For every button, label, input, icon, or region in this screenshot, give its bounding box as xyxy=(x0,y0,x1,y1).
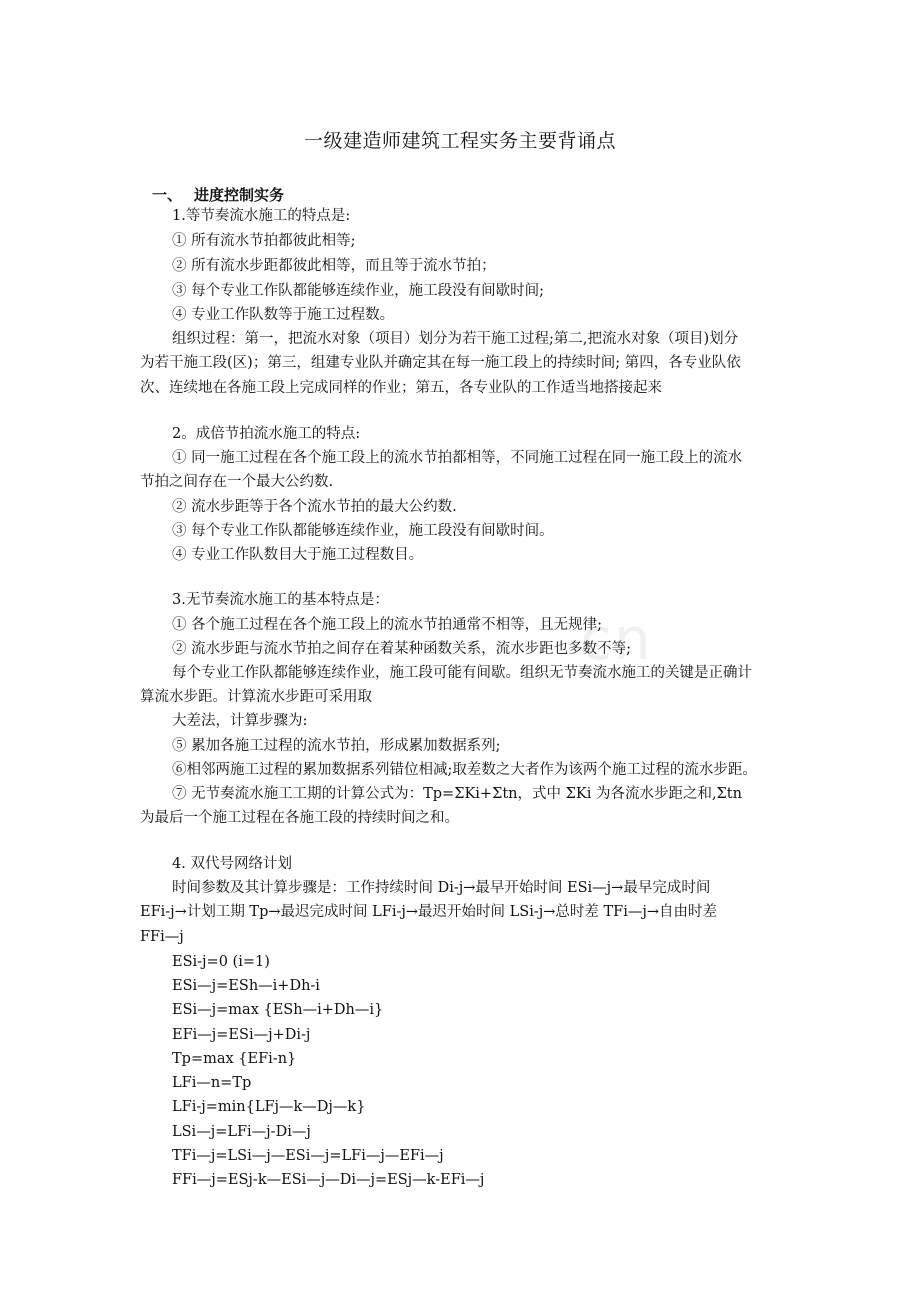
text-line: EFi-j→计划工期 Tp→最迟完成时间 LFi-j→最迟开始时间 LSi-j→总时差 TFi—j→自由时差 xyxy=(140,904,717,920)
text-line: ① 同一施工过程在各个施工段上的流水节拍都相等，不同施工过程在同一施工段上的流水 xyxy=(172,450,743,466)
formula-line: TFi—j=LSi—j—ESi—j=LFi—j—EFi—j xyxy=(172,1148,444,1164)
text-line: 次、连续地在各施工段上完成同样的作业；第五，各专业队的工作适当地搭接起来 xyxy=(140,380,662,396)
text-line: ③ 每个专业工作队都能够连续作业，施工段没有间歇时间; xyxy=(172,283,544,299)
text-line: 2。成倍节拍流水施工的特点: xyxy=(172,426,361,442)
text-line: 每个专业工作队都能够连续作业，施工段可能有间歇。组织无节奏流水施工的关键是正确计 xyxy=(172,665,752,681)
document-title: 一级建造师建筑工程实务主要背诵点 xyxy=(303,130,616,152)
text-line: 3.无节奏流水施工的基本特点是： xyxy=(172,592,389,608)
text-line: FFi—j xyxy=(140,929,184,945)
text-line: 为若干施工段(区)；第三，组建专业队并确定其在每一施工段上的持续时间; 第四，各专业队依 xyxy=(140,355,741,371)
watermark: cn xyxy=(580,605,653,673)
text-line: 为最后一个施工过程在各施工段的持续时间之和。 xyxy=(140,810,459,826)
formula-line: LSi—j=LFi—j-Di—j xyxy=(172,1124,311,1140)
text-line: ② 所有流水步距都彼此相等，而且等于流水节拍； xyxy=(172,258,496,274)
text-line: ⑥相邻两施工过程的累加数据系列错位相减;取差数之大者作为该两个施工过程的流水步距。 xyxy=(172,762,757,778)
text-line: ② 流水步距与流水节拍之间存在着某种函数关系，流水步距也多数不等; xyxy=(172,641,631,657)
text-line: ⑤ 累加各施工过程的流水节拍，形成累加数据系列; xyxy=(172,738,501,754)
text-line: ① 各个施工过程在各个施工段上的流水节拍通常不相等，且无规律; xyxy=(172,617,602,633)
section-heading xyxy=(152,184,284,205)
formula-line: ESi—j=ESh—i+Dh-i xyxy=(172,978,320,994)
text-line: ① 所有流水节拍都彼此相等; xyxy=(172,233,356,249)
section-number: 一、 xyxy=(152,186,183,204)
text-line: ④ 专业工作队数目大于施工过程数目。 xyxy=(172,547,424,563)
formula-line: Tp=max {EFi-n} xyxy=(172,1051,297,1067)
formula-line: ESi-j=0 (i=1) xyxy=(172,954,270,970)
text-line: 时间参数及其计算步骤是：工作持续时间 Di-j→最早开始时间 ESi—j→最早完成时间 xyxy=(172,880,711,896)
text-line: 大差法，计算步骤为: xyxy=(172,713,308,729)
formula-line: LFi-j=min{LFj—k—Dj—k} xyxy=(172,1099,366,1115)
text-line: 1.等节奏流水施工的特点是: xyxy=(172,208,351,224)
formula-line: EFi—j=ESi—j+Di-j xyxy=(172,1027,311,1043)
formula-line: ESi—j=max {ESh—i+Dh—i} xyxy=(172,1002,384,1018)
text-line: 节拍之间存在一个最大公约数. xyxy=(140,474,334,490)
text-line: ⑦ 无节奏流水施工工期的计算公式为：Tp=ΣKi+Σtn，式中 ΣKi 为各流水步距之和,Σtn xyxy=(172,786,742,802)
text-line: ④ 专业工作队数等于施工过程数。 xyxy=(172,307,395,323)
formula-line: LFi—n=Tp xyxy=(172,1075,252,1091)
text-line: 4. 双代号网络计划 xyxy=(172,856,292,872)
text-line: ③ 每个专业工作队都能够连续作业，施工段没有间歇时间。 xyxy=(172,523,554,539)
text-line: 算流水步距。计算流水步距可采用取 xyxy=(140,689,372,705)
text-line: 组织过程：第一，把流水对象（项目）划分为若干施工过程;第二,把流水对象（项目)划分 xyxy=(172,331,739,347)
section-title: 进度控制实务 xyxy=(194,186,285,204)
formula-line: FFi—j=ESj-k—ESi—j—Di—j=ESj—k-EFi—j xyxy=(172,1172,485,1188)
text-line: ② 流水步距等于各个流水节拍的最大公约数. xyxy=(172,499,457,515)
